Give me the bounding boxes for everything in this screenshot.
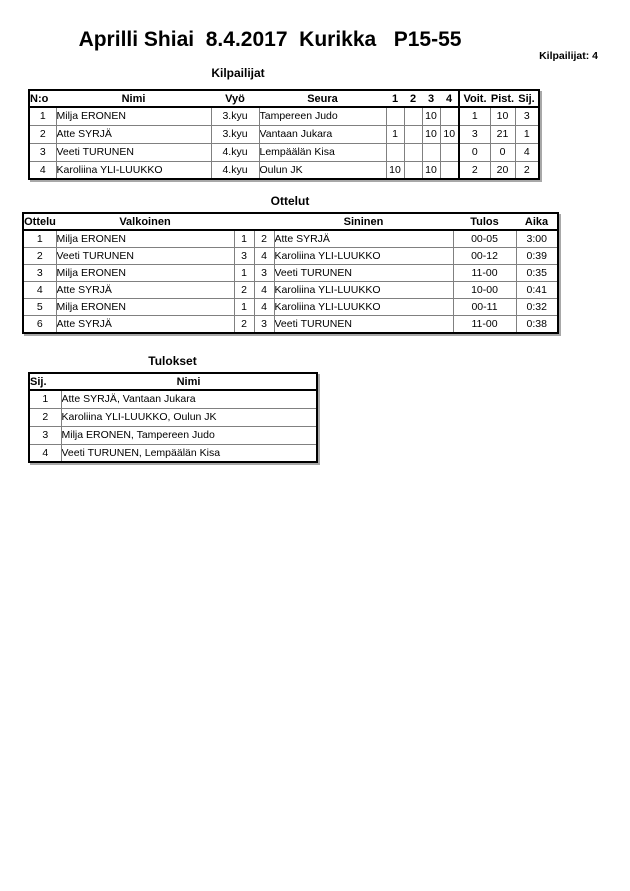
cell-pist: 0 [490,143,515,161]
cell-result: 11-00 [453,316,516,333]
col-header-blue-no [254,213,274,230]
cell-score-3: 10 [422,125,440,143]
page-title: Aprilli Shiai 8.4.2017 Kurikka P15-55 [78,28,462,51]
table-row [23,230,558,247]
table-row [23,299,558,316]
kilpailijat-header-row [29,90,539,107]
cell-vyo: 3.kyu [211,125,259,143]
cell-sij: 2 [515,161,539,179]
cell-match-no: 4 [23,282,56,299]
tulokset-table [28,372,318,463]
cell-score-1 [386,143,404,161]
cell-seura: Lempäälän Kisa [259,143,386,161]
cell-score-1: 1 [386,125,404,143]
cell-score-3: 10 [422,161,440,179]
cell-match-no: 5 [23,299,56,316]
cell-white-no: 2 [234,316,254,333]
col-header-ottelu: Ottelu [23,213,56,230]
col-header-voit: Voit. [459,90,490,107]
cell-no: 1 [29,107,56,125]
cell-seura: Oulun JK [259,161,386,179]
cell-seura: Vantaan Jukara [259,125,386,143]
cell-voit: 0 [459,143,490,161]
cell-name-club: Atte SYRJÄ, Vantaan Jukara [61,390,317,408]
col-header-valkoinen: Valkoinen [56,213,234,230]
cell-name-club: Veeti TURUNEN, Lempäälän Kisa [61,444,317,462]
cell-rank: 2 [29,408,61,426]
cell-white-name: Milja ERONEN [56,230,234,247]
col-header-sij: Sij. [515,90,539,107]
cell-white-no: 1 [234,230,254,247]
cell-blue-no: 4 [254,299,274,316]
cell-result: 11-00 [453,264,516,281]
cell-score-4 [440,107,459,125]
cell-time: 0:39 [516,247,558,264]
cell-blue-no: 3 [254,316,274,333]
cell-vyo: 4.kyu [211,143,259,161]
cell-match-no: 1 [23,230,56,247]
table-row [23,282,558,299]
cell-white-no: 2 [234,282,254,299]
cell-blue-no: 2 [254,230,274,247]
table-row [23,264,558,281]
cell-sij: 1 [515,125,539,143]
cell-white-name: Veeti TURUNEN [56,247,234,264]
cell-score-3 [422,143,440,161]
cell-match-no: 6 [23,316,56,333]
cell-result: 10-00 [453,282,516,299]
cell-sij: 3 [515,107,539,125]
cell-time: 0:41 [516,282,558,299]
cell-score-2 [404,143,422,161]
cell-result: 00-05 [453,230,516,247]
ottelut-table [22,212,559,334]
cell-blue-name: Karoliina YLI-LUUKKO [274,247,453,264]
col-header-tulos: Tulos [453,213,516,230]
cell-seura: Tampereen Judo [259,107,386,125]
cell-blue-name: Veeti TURUNEN [274,264,453,281]
table-row [29,390,317,408]
cell-result: 00-11 [453,299,516,316]
col-header-pist: Pist. [490,90,515,107]
cell-score-4: 10 [440,125,459,143]
cell-score-1 [386,107,404,125]
ottelut-header-row [23,213,558,230]
table-row [29,143,539,161]
cell-pist: 10 [490,107,515,125]
cell-name-club: Karoliina YLI-LUUKKO, Oulun JK [61,408,317,426]
cell-blue-name: Karoliina YLI-LUUKKO [274,299,453,316]
col-header-seura: Seura [259,90,386,107]
col-header-nimi: Nimi [61,373,317,390]
cell-rank: 1 [29,390,61,408]
cell-blue-no: 4 [254,282,274,299]
cell-score-1: 10 [386,161,404,179]
cell-no: 3 [29,143,56,161]
cell-blue-name: Karoliina YLI-LUUKKO [274,282,453,299]
cell-no: 2 [29,125,56,143]
col-header-1: 1 [386,90,404,107]
tulokset-header-row [29,373,317,390]
cell-no: 4 [29,161,56,179]
cell-vyo: 3.kyu [211,107,259,125]
cell-score-4 [440,143,459,161]
table-row [29,107,539,125]
cell-score-3: 10 [422,107,440,125]
col-header-sij: Sij. [29,373,61,390]
cell-white-no: 3 [234,247,254,264]
cell-sij: 4 [515,143,539,161]
cell-white-name: Milja ERONEN [56,264,234,281]
cell-white-name: Milja ERONEN [56,299,234,316]
cell-blue-name: Atte SYRJÄ [274,230,453,247]
col-header-3: 3 [422,90,440,107]
cell-score-2 [404,125,422,143]
cell-nimi: Veeti TURUNEN [56,143,211,161]
cell-pist: 21 [490,125,515,143]
cell-name-club: Milja ERONEN, Tampereen Judo [61,426,317,444]
cell-white-no: 1 [234,299,254,316]
col-header-sininen: Sininen [274,213,453,230]
cell-match-no: 3 [23,264,56,281]
cell-score-2 [404,107,422,125]
competitor-count: Kilpailijat: 4 [539,50,598,62]
cell-match-no: 2 [23,247,56,264]
cell-nimi: Karoliina YLI-LUUKKO [56,161,211,179]
cell-score-2 [404,161,422,179]
cell-score-4 [440,161,459,179]
col-header-white-no [234,213,254,230]
table-row [29,444,317,462]
cell-white-name: Atte SYRJÄ [56,282,234,299]
table-row [29,161,539,179]
kilpailijat-table [28,89,540,180]
col-header-no: N:o [29,90,56,107]
cell-blue-no: 3 [254,264,274,281]
cell-vyo: 4.kyu [211,161,259,179]
col-header-nimi: Nimi [56,90,211,107]
col-header-4: 4 [440,90,459,107]
cell-time: 0:38 [516,316,558,333]
cell-white-name: Atte SYRJÄ [56,316,234,333]
cell-nimi: Milja ERONEN [56,107,211,125]
section-title-ottelut: Ottelut [270,194,310,208]
cell-time: 0:35 [516,264,558,281]
cell-time: 3:00 [516,230,558,247]
col-header-aika: Aika [516,213,558,230]
table-row [23,247,558,264]
cell-voit: 1 [459,107,490,125]
cell-rank: 3 [29,426,61,444]
col-header-2: 2 [404,90,422,107]
cell-nimi: Atte SYRJÄ [56,125,211,143]
table-row [29,408,317,426]
cell-pist: 20 [490,161,515,179]
cell-time: 0:32 [516,299,558,316]
col-header-vyo: Vyö [211,90,259,107]
cell-rank: 4 [29,444,61,462]
cell-voit: 3 [459,125,490,143]
cell-white-no: 1 [234,264,254,281]
table-row [29,426,317,444]
cell-result: 00-12 [453,247,516,264]
cell-voit: 2 [459,161,490,179]
section-title-tulokset: Tulokset [148,354,197,368]
table-row [23,316,558,333]
table-row [29,125,539,143]
section-title-kilpailijat: Kilpailijat [211,66,265,80]
cell-blue-name: Veeti TURUNEN [274,316,453,333]
cell-blue-no: 4 [254,247,274,264]
